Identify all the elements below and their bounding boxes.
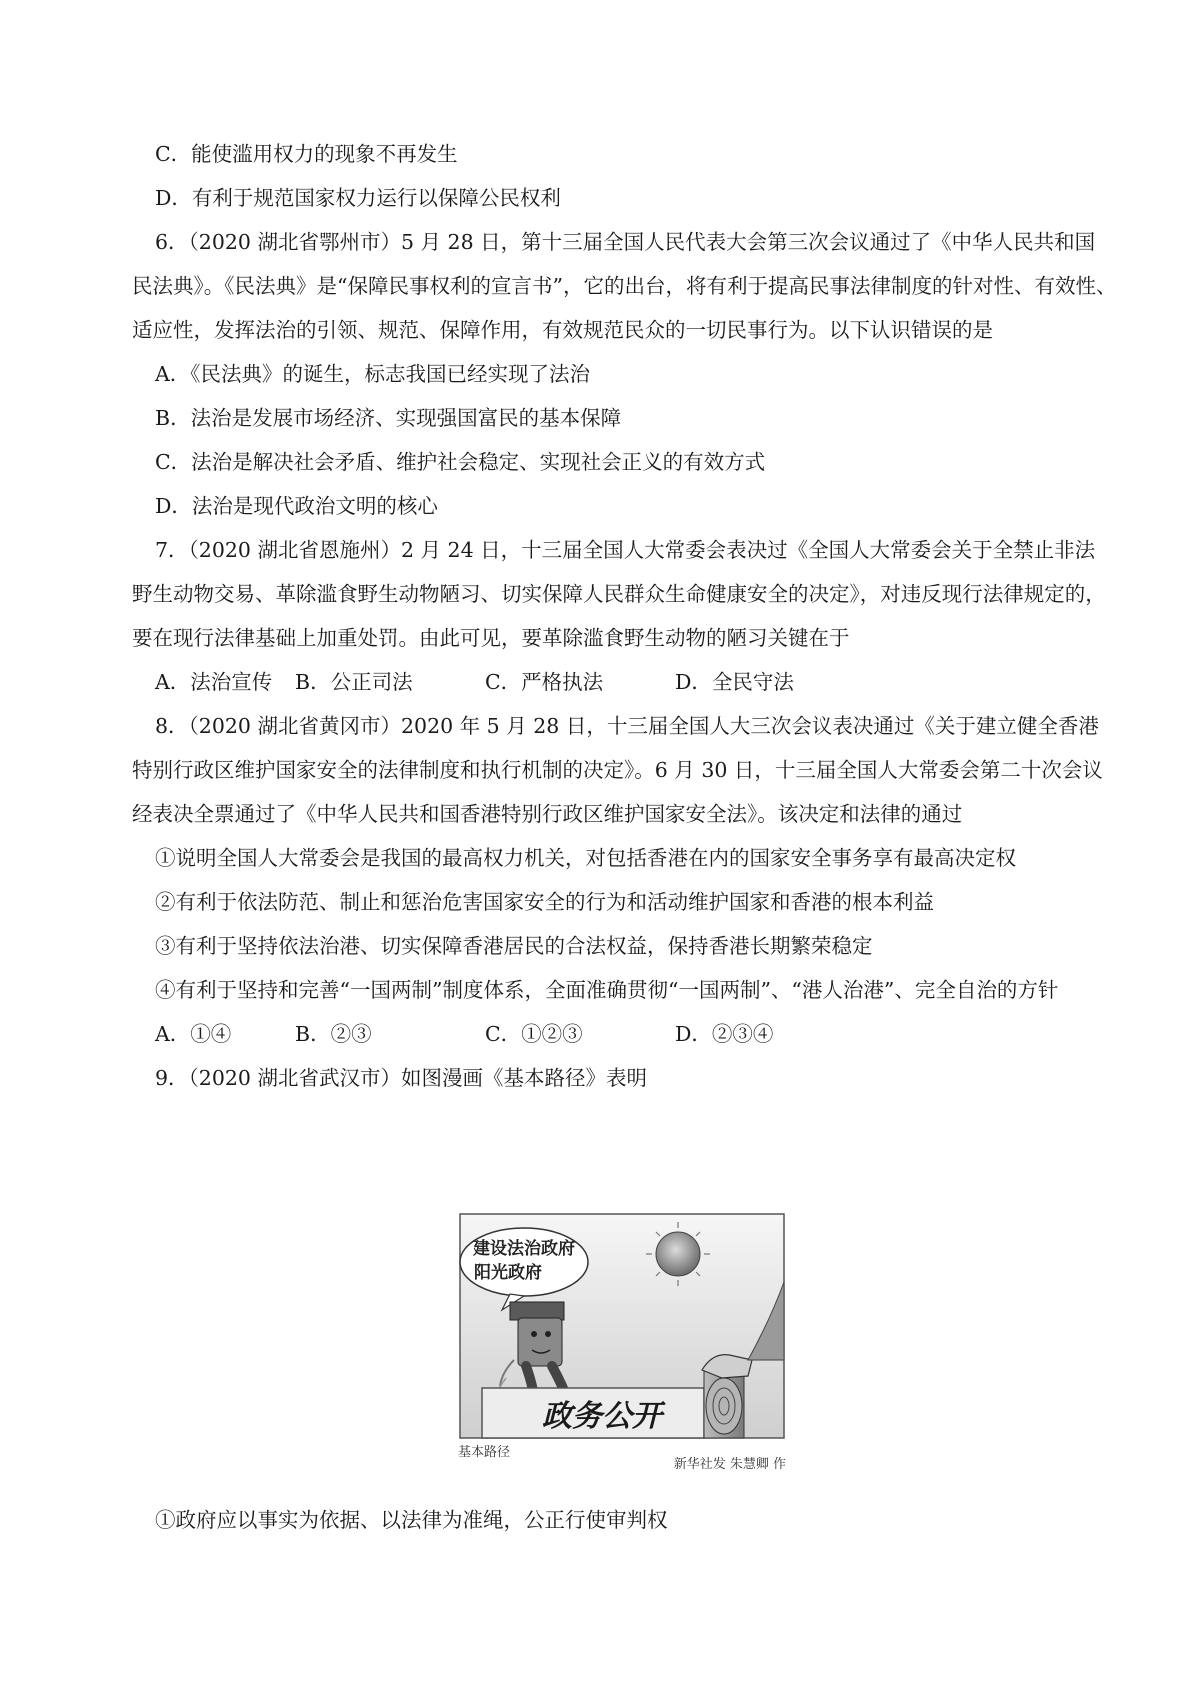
q8-statement-3: ③有利于坚持依法治港、切实保障香港居民的合法权益，保持香港长期繁荣稳定 [155,934,873,958]
q6-stem-line-2: 民法典》。《民法典》是“保障民事权利的宣言书”，它的出台，将有利于提高民事法律制度的针对性、有效性、 [132,274,1117,298]
q9-statement-1: ①政府应以事实为依据、以法律为准绳，公正行使审判权 [155,1508,668,1532]
q6-option-d: D．法治是现代政治文明的核心 [155,494,438,518]
q6-option-a: A．《民法典》的诞生，标志我国已经实现了法治 [155,362,591,386]
unrolling-scroll [704,1370,744,1438]
q8-option-a: A．①④ [155,1022,232,1046]
q6-option-b: B．法治是发展市场经济、实现强国富民的基本保障 [155,406,622,430]
q7-option-c: C．严格执法 [485,670,604,694]
q8-statement-4: ④有利于坚持和完善“一国两制”制度体系，全面准确贯彻“一国两制”、“港人治港”、完全自治的方针 [155,978,1059,1002]
q8-option-c: C．①②③ [485,1022,583,1046]
caption-right: 新华社发 朱慧卿 作 [673,1457,786,1472]
q7-option-b: B．公正司法 [295,670,413,694]
q8-stem-line-3: 经表决全票通过了《中华人民共和国香港特别行政区维护国家安全法》。该决定和法律的通过 [132,802,963,826]
speech-line-1: 建设法治政府 [473,1239,575,1259]
q8-stem-line-1: 8．（2020 湖北省黄冈市）2020 年 5 月 28 日，十三届全国人大三次会议表决通过《关于建立健全香港 [155,714,1099,738]
government-affairs-banner [482,1388,704,1438]
q9-stem: 9．（2020 湖北省武汉市）如图漫画《基本路径》表明 [155,1066,647,1090]
caption-left: 基本路径 [458,1445,511,1460]
q8-option-d: D．②③④ [675,1022,774,1046]
cartoon-basic-path [452,1210,792,1474]
q7-stem-line-1: 7．（2020 湖北省恩施州）2 月 24 日，十三届全国人大常委会表决过《全国人大常委会关于全禁止非法 [155,538,1096,562]
q7-option-a: A．法治宣传 [155,670,273,694]
q7-stem-line-3: 要在现行法律基础上加重处罚。由此可见，要革除滥食野生动物的陋习关键在于 [132,626,850,650]
q6-stem-line-1: 6．（2020 湖北省鄂州市）5 月 28 日，第十三届全国人民代表大会第三次会议通过了《中华人民共和国 [155,230,1096,254]
q8-option-b: B．②③ [295,1022,372,1046]
q6-option-c: C．法治是解决社会矛盾、维护社会稳定、实现社会正义的有效方式 [155,450,766,474]
q8-stem-line-2: 特别行政区维护国家安全的法律制度和执行机制的决定》。6 月 30 日，十三届全国人大常委会第二十次会议 [132,758,1103,782]
q5-option-d: D．有利于规范国家权力运行以保障公民权利 [155,186,561,210]
speech-line-2: 阳光政府 [474,1263,542,1283]
q7-stem-line-2: 野生动物交易、革除滥食野生动物陋习、切实保障人民群众生命健康安全的决定》，对违反现行法律规定的， [132,582,1106,606]
q8-statement-1: ①说明全国人大常委会是我国的最高权力机关，对包括香港在内的国家安全事务享有最高决定权 [155,846,1016,870]
q5-option-c: C．能使滥用权力的现象不再发生 [155,142,458,166]
banner-text: 政务公开 [542,1399,662,1434]
q7-option-d: D．全民守法 [675,670,794,694]
q8-statement-2: ②有利于依法防范、制止和惩治危害国家安全的行为和活动维护国家和香港的根本利益 [155,890,934,914]
q6-stem-line-3: 适应性，发挥法治的引领、规范、保障作用，有效规范民众的一切民事行为。以下认识错误的是 [132,318,993,342]
